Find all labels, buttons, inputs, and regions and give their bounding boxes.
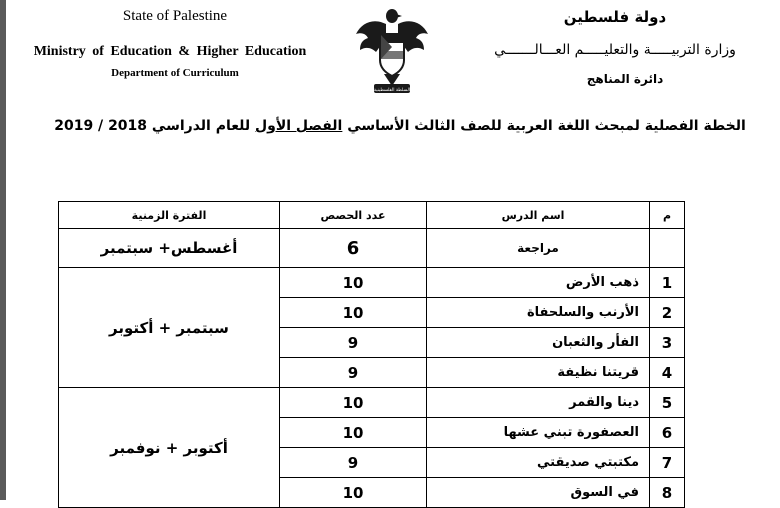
lesson-number: 1 (650, 268, 685, 298)
table-row (59, 268, 685, 298)
lesson-name: ذهب الأرض (427, 268, 650, 298)
lesson-number: 2 (650, 298, 685, 328)
lesson-count: 10 (280, 298, 427, 328)
title-part-2: للعام الدراسي 2018 / 2019 (54, 118, 255, 134)
lesson-name: دينا والقمر (427, 388, 650, 418)
lesson-plan-table (58, 201, 685, 508)
emblem-caption: السلطة الفلسطينية (373, 88, 411, 93)
left-edge-bar (0, 0, 6, 500)
review-count: 6 (280, 229, 427, 268)
lesson-name: العصفورة تبني عشها (427, 418, 650, 448)
document-title (40, 118, 760, 134)
arabic-department-name: دائرة المناهج (586, 72, 664, 86)
lesson-number: 8 (650, 478, 685, 508)
lesson-count: 9 (280, 358, 427, 388)
arabic-ministry-name: وزارة التربيـــــة والتعليـــــم العـــالـــــــي (494, 42, 736, 58)
english-department-name: Department of Curriculum (111, 67, 239, 79)
english-country-name: State of Palestine (122, 8, 228, 24)
review-period: أغسطس+ سبتمبر (59, 229, 280, 268)
lesson-number: 5 (650, 388, 685, 418)
review-number (650, 229, 685, 268)
header-time-period: الفترة الزمنية (59, 202, 280, 229)
lesson-count: 9 (280, 448, 427, 478)
english-ministry-name: Ministry of Education & Higher Education (33, 44, 307, 59)
lesson-count: 10 (280, 388, 427, 418)
palestine-eagle-emblem-icon (352, 4, 432, 100)
lesson-number: 6 (650, 418, 685, 448)
lesson-name: قريتنا نظيفة (427, 358, 650, 388)
lesson-count: 10 (280, 418, 427, 448)
lesson-number: 7 (650, 448, 685, 478)
lesson-number: 3 (650, 328, 685, 358)
group-period: سبتمبر + أكتوبر (59, 268, 280, 388)
title-semester: الفصل الأول (254, 118, 343, 134)
header-number: م (650, 202, 685, 229)
lesson-number: 4 (650, 358, 685, 388)
lesson-name: الفأر والثعبان (427, 328, 650, 358)
lesson-count: 10 (280, 268, 427, 298)
table-row (59, 388, 685, 418)
arabic-country-name: دولة فلسطين (563, 8, 667, 26)
lesson-name: مكتبتي صديقتي (427, 448, 650, 478)
header-lesson-name: اسم الدرس (427, 202, 650, 229)
lesson-count: 9 (280, 328, 427, 358)
group-period: أكتوبر + نوفمبر (59, 388, 280, 508)
table-row-review (59, 229, 685, 268)
title-part-1: الخطة الفصلية لمبحث اللغة العربية للصف الثالث الأساسي (342, 118, 746, 134)
lesson-name: في السوق (427, 478, 650, 508)
table-header-row (59, 202, 685, 229)
header-session-count: عدد الحصص (280, 202, 427, 229)
lesson-name: الأرنب والسلحفاة (427, 298, 650, 328)
review-lesson: مراجعة (427, 229, 650, 268)
lesson-count: 10 (280, 478, 427, 508)
